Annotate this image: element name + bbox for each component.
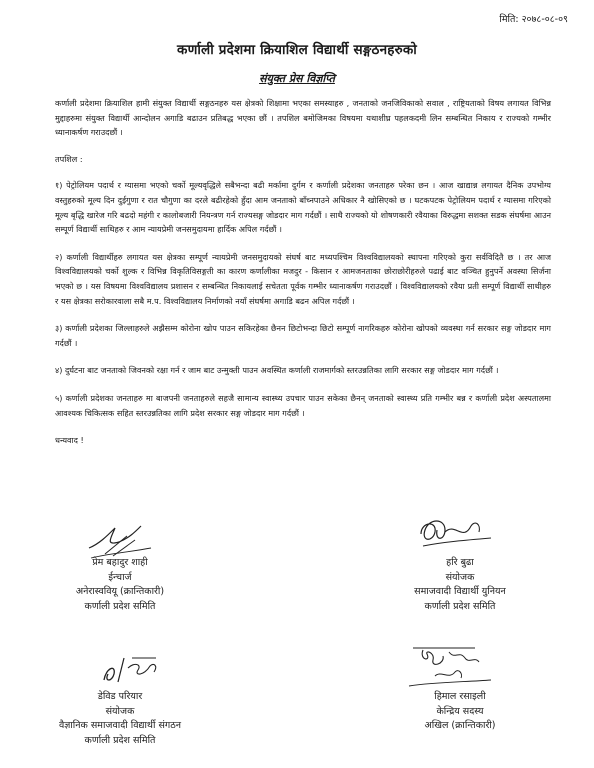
signatory-4-org: अखिल (क्रान्तिकारी) xyxy=(424,720,496,731)
signatory-1-role: ईन्चार्ज xyxy=(108,571,132,583)
signatory-1-name: प्रेम बहादुर शाही xyxy=(92,557,148,568)
tapashil-heading: तपशिल : xyxy=(55,153,83,164)
signature-1-mark xyxy=(85,518,155,560)
signatory-4 xyxy=(385,690,535,734)
signature-2-mark xyxy=(415,512,495,556)
point-4: ४) दुर्घटना बाट जनताको जिवनको रक्षा गर्न र जाम बाट उन्मुक्ती पाउन अवस्थित कर्णाली राजमार्गको स्तरउन्नतिका लागि सरकार सङ्ग जोडदार माग गर्दछौं । xyxy=(55,365,499,376)
signatory-1 xyxy=(40,556,200,614)
signatory-2-org: समाजवादी विद्यार्थी युनियन xyxy=(414,586,506,597)
point-1: १) पेट्रोलियम पदार्थ र ग्यासमा भएको चर्को मूल्यवृद्धिले सबैभन्दा बढी मर्कामा दुर्गम र कर्णाली प्रदेशका जनताहरु परेका छन । आज खाद्यान्न लगायत दैनिक उपभोग्य वस्तुहरुको मूल्य दिन दुईगुणा र रात चौगुणा का दरले बढीरहेको हुँदा आम जनताको बाँच्नपाउने अधिकार नै खोसिएको छ । घटकपटक पेट्रोलियम पदार्थ र ग्यासमा गरिएको मूल्य बृद्धि खारेज गरि बढदो महंगी र कालोबजारी नियन्त्रण गर्न राज्यसङ्ग जोडदार माग गर्दछौं । साथै राज्यको यो शोषणकारी रवैयाका विरुद्धमा सशक्त सडक संघर्षमा आउन सम्पूर्ण विद्यार्थी साथिहरु र आम न्यायप्रेमी जनसमुदायमा हार्दिक अपिल गर्दछौं । xyxy=(55,180,551,235)
document-subtitle xyxy=(0,71,594,86)
signatory-2-role: संयोजक xyxy=(445,571,475,583)
signature-3-mark xyxy=(98,652,164,692)
signatory-3-name: डेविड परियार xyxy=(97,691,143,702)
signature-4-mark xyxy=(405,640,495,692)
signatory-2 xyxy=(375,556,545,614)
document-title: कर्णाली प्रदेशमा क्रियाशिल विद्यार्थी सङ्गठनहरुको xyxy=(177,42,417,58)
signatory-3-org: वैज्ञानिक समाजवादी विद्यार्थी संगठन xyxy=(58,720,182,731)
document-body xyxy=(55,96,551,461)
subtitle-text: संयुक्त प्रेस विज्ञप्ति xyxy=(259,72,335,85)
signatory-4-role: केन्द्रिय सदस्य xyxy=(436,705,484,717)
signatory-3-role: संयोजक xyxy=(105,705,135,717)
intro-paragraph: कर्णाली प्रदेशमा क्रियाशिल हामी संयुक्त विद्यार्थी सङ्गठनहरु यस क्षेत्रको शिक्षामा भएका समस्याहरु , जनताको जनजिविकाको सवाल , राष्ट्रियताको विषय लगायत विभिन्न मुद्दाहरुमा संयुक्त विद्यार्थी आन्दोलन अगाडि बढाउन प्रतिबद्ध भएका छौं । तपशिल बमोजिमका विषयमा यथाशीघ्र पहलकदमी लिन सम्बन्धित निकाय र राज्यको गम्भीर ध्यानाकर्षण गराउदछौं । xyxy=(55,98,551,138)
document-date: मिति: २०७८-०८-०९ xyxy=(499,14,568,25)
signatory-3 xyxy=(30,690,210,748)
signatory-1-committee: कर्णाली प्रदेश समिति xyxy=(84,600,156,612)
signatory-2-committee: कर्णाली प्रदेश समिति xyxy=(424,600,496,612)
signatory-2-name: हरि बुढा xyxy=(446,557,474,568)
signatory-1-org: अनेरास्ववियू (क्रान्तिकारी) xyxy=(75,586,165,597)
signatory-4-name: हिमाल रसाइली xyxy=(434,691,486,702)
signatory-3-committee: कर्णाली प्रदेश समिति xyxy=(84,734,156,746)
point-2: २) कर्णाली विद्यार्थीहरु लगायत यस क्षेत्रका सम्पूर्ण न्यायप्रेमी जनसमुदायको संघर्ष बाट मध्यपश्चिम विश्वविद्यालयको स्थापना गरिएको कुरा सर्वविदितै छ । तर आज विश्वविद्यालयको चर्को शुल्क र विभिन्न विकृतिविसङ्गती का कारण कर्णालीका मजदुर - किसान र आमजनताका छोराछोरीहरुले पढाई बाट वञ्चित हुनुपर्ने अवस्था सिर्जना भएको छ । यस विषयमा विश्वविद्यालय प्रशासन र सम्बन्धित निकायलाई सचेतता पूर्वक गम्भीर ध्यानाकर्षण गराउदछौं । विश्वविद्यालयको रवैया प्रती सम्पूर्ण विद्यार्थी साथीहरु र यस क्षेत्रका सरोकारवाला सबै म.प. विश्वविद्यालय निर्माणको नयाँ संघर्षमा अगाडि बढन अपिल गर्दछौं । xyxy=(55,251,551,306)
closing-text: धन्यवाद ! xyxy=(55,435,84,446)
point-3: ३) कर्णाली प्रदेशका जिल्लाहरुले अझैसम्म कोरोना खोप पाउन सकिरहेका छैनन छिटोभन्दा छिटो सम्पूर्ण नागरिकहरु कोरोना खोपको व्यवस्था गर्न सरकार सङ्ग जोडदार माग गर्दछौं । xyxy=(55,323,551,348)
point-5: ५) कर्णाली प्रदेशका जनताहरु मा बाजपनी जनताहरुले सहजै सामान्य स्वास्थ्य उपचार पाउन सकेका छैनन् जनताको स्वास्थ्य प्रति गम्भीर बन्न र कर्णाली प्रदेश अस्पतालमा आवश्यक चिकित्सक सहित स्तरउन्नतिका लागि प्रदेश सरकार सङ्ग जोडदार माग गर्दछौं । xyxy=(55,392,551,418)
